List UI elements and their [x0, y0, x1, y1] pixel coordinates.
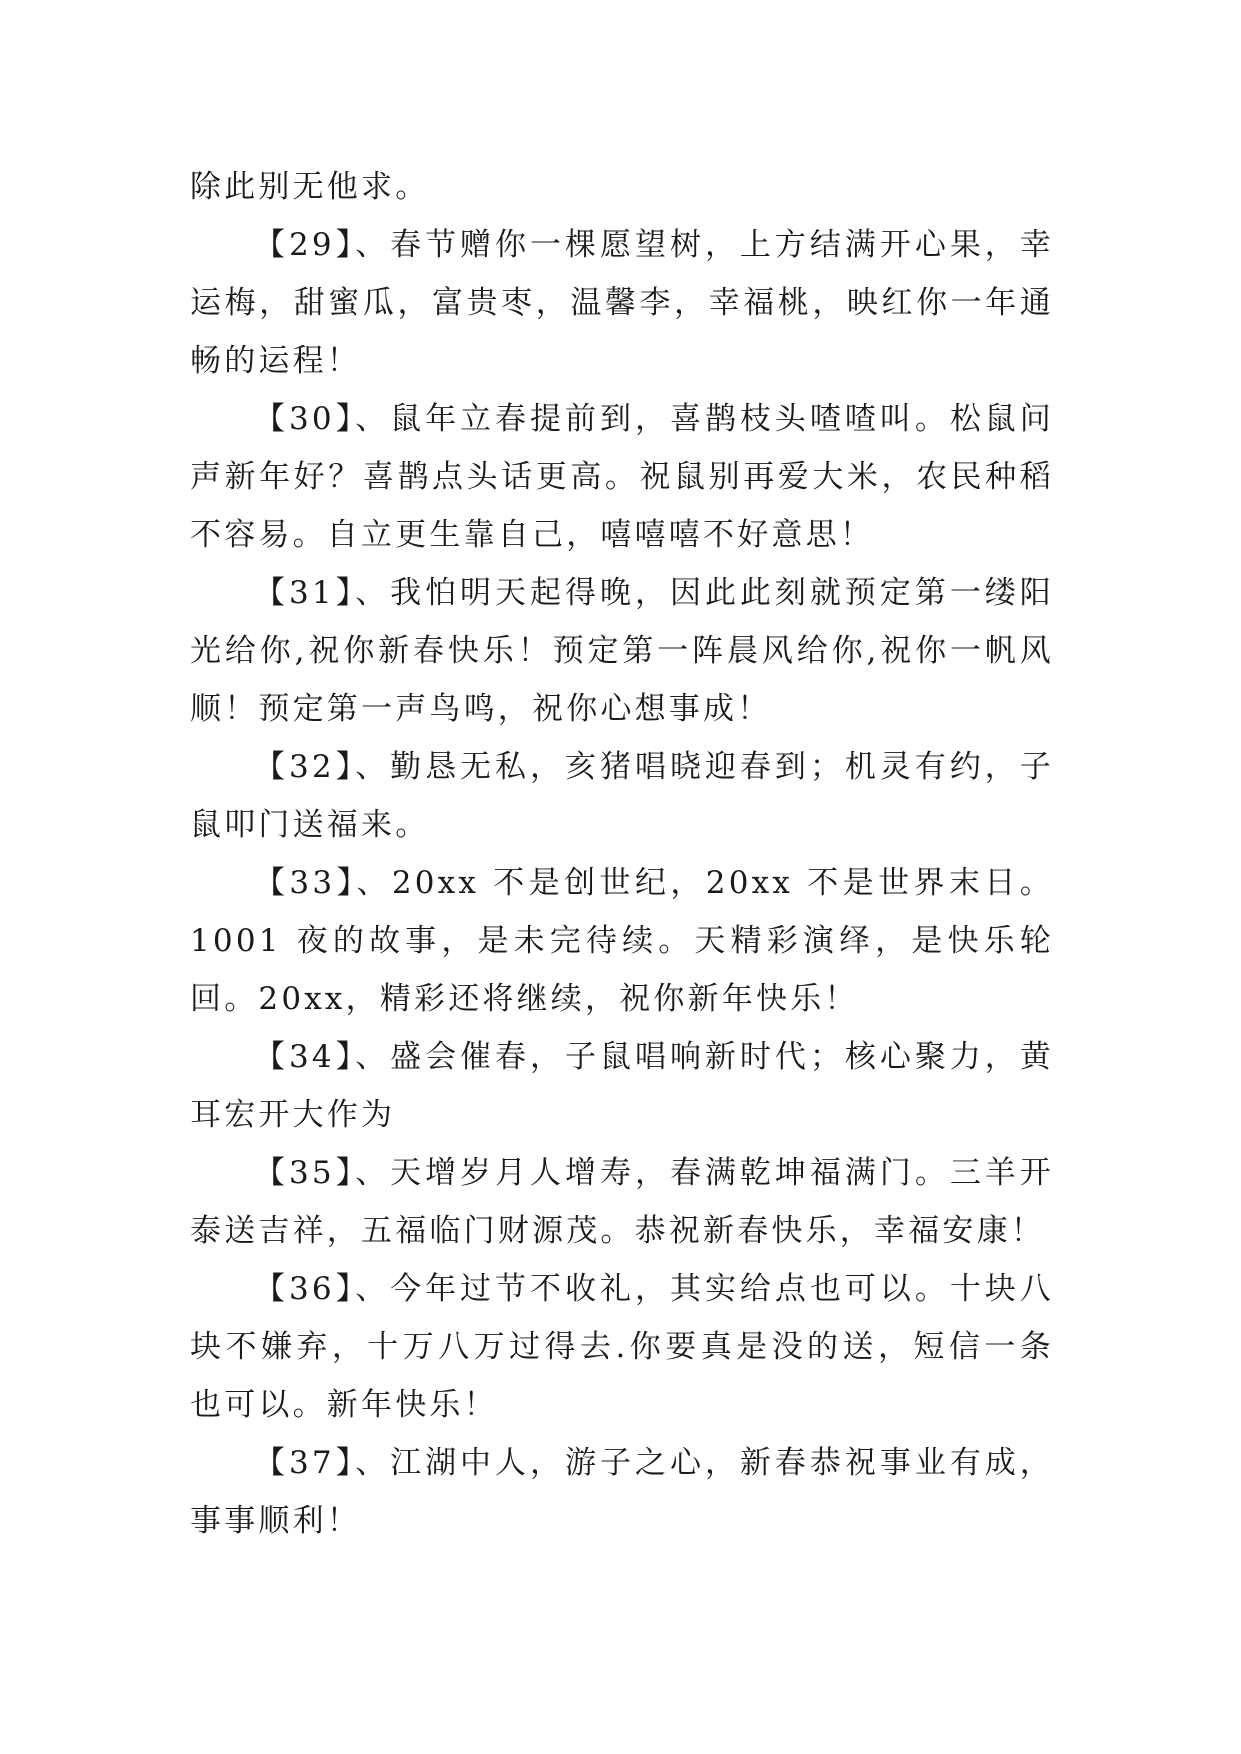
greeting-35: 【35】、天增岁月人增寿，春满乾坤福满门。三羊开泰送吉祥，五福临门财源茂。恭祝新春快乐，幸福安康！	[190, 1155, 1054, 1249]
document-page	[190, 158, 1054, 1550]
greeting-37: 【37】、江湖中人，游子之心，新春恭祝事业有成，事事顺利！	[190, 1445, 1054, 1539]
paragraph-continuation: 除此别无他求。	[190, 169, 430, 205]
greeting-29: 【29】、春节赠你一棵愿望树，上方结满开心果，幸运梅，甜蜜瓜，富贵枣，温馨李，幸福桃，映红你一年通畅的运程！	[190, 227, 1054, 379]
greeting-34: 【34】、盛会催春，子鼠唱响新时代；核心聚力，黄耳宏开大作为	[190, 1039, 1054, 1133]
greeting-32: 【32】、勤恳无私，亥猪唱晓迎春到；机灵有约，子鼠叩门送福来。	[190, 749, 1054, 843]
greeting-31: 【31】、我怕明天起得晚，因此此刻就预定第一缕阳光给你,祝你新春快乐！预定第一阵晨风给你,祝你一帆风顺！预定第一声鸟鸣，祝你心想事成！	[190, 575, 1054, 727]
greeting-36: 【36】、今年过节不收礼，其实给点也可以。十块八块不嫌弃，十万八万过得去.你要真是没的送，短信一条也可以。新年快乐！	[190, 1271, 1054, 1423]
greeting-30: 【30】、鼠年立春提前到，喜鹊枝头喳喳叫。松鼠问声新年好？喜鹊点头话更高。祝鼠别再爱大米，农民种稻不容易。自立更生靠自己，嘻嘻嘻不好意思！	[190, 401, 1054, 553]
greeting-33: 【33】、20xx 不是创世纪，20xx 不是世界末日。1001 夜的故事，是未完待续。天精彩演绎，是快乐轮回。20xx，精彩还将继续，祝你新年快乐！	[190, 865, 1054, 1017]
